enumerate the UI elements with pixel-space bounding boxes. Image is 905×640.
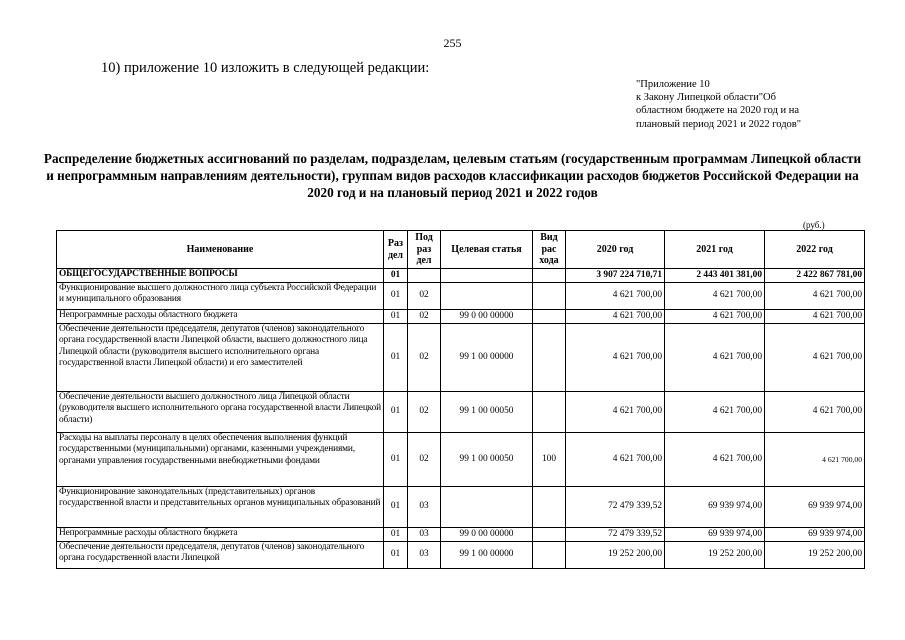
table-row [57, 283, 865, 310]
row-2022: 4 621 700,00 [765, 392, 865, 433]
row-target-article: 99 1 00 00000 [441, 324, 533, 392]
row-razdel: 01 [384, 324, 408, 392]
row-podrazdel: 02 [408, 310, 441, 324]
row-target-article: 99 0 00 00000 [441, 528, 533, 542]
row-target-article [441, 269, 533, 283]
row-2021: 2 443 401 381,00 [665, 269, 765, 283]
table-row [57, 324, 865, 392]
document-title: Распределение бюджетных ассигнований по разделам, подразделам, целевым статьям (государственным программам Липецкой области и непрограммным направлениям деятельности), группам видов расходов классификации расходов бюджетов Российской Федерации на 2020 год и на плановый период 2021 и 2022 годов [43, 151, 862, 200]
row-2022: 4 621 700,00 [765, 283, 865, 310]
row-2021: 19 252 200,00 [665, 542, 765, 569]
table-row [57, 310, 865, 324]
row-2020: 4 621 700,00 [566, 324, 665, 392]
row-2022: 69 939 974,00 [765, 528, 865, 542]
row-expense-type [533, 542, 566, 569]
row-2020: 4 621 700,00 [566, 433, 665, 487]
appendix-note-line: областном бюджете на 2020 год и на [636, 105, 800, 117]
row-target-article [441, 487, 533, 528]
row-expense-type [533, 528, 566, 542]
row-target-article: 99 1 00 00050 [441, 392, 533, 433]
row-razdel: 01 [384, 392, 408, 433]
row-podrazdel: 02 [408, 433, 441, 487]
row-2020: 4 621 700,00 [566, 310, 665, 324]
row-name: Обеспечение деятельности председателя, депутатов (членов) законодательного органа государственной власти Липецкой [57, 542, 384, 569]
row-name: ОБЩЕГОСУДАРСТВЕННЫЕ ВОПРОСЫ [57, 269, 384, 283]
budget-table [56, 230, 865, 569]
row-expense-type [533, 324, 566, 392]
row-2021: 69 939 974,00 [665, 487, 765, 528]
row-razdel: 01 [384, 310, 408, 324]
row-2021: 4 621 700,00 [665, 392, 765, 433]
row-podrazdel: 03 [408, 528, 441, 542]
appendix-note-line: к Закону Липецкой области"Об [636, 92, 776, 104]
row-name: Непрограммные расходы областного бюджета [57, 310, 384, 324]
row-razdel: 01 [384, 283, 408, 310]
row-target-article: 99 0 00 00000 [441, 310, 533, 324]
row-expense-type [533, 487, 566, 528]
row-podrazdel: 02 [408, 283, 441, 310]
header-name: Наименование [57, 231, 384, 269]
row-razdel: 01 [384, 487, 408, 528]
row-podrazdel [408, 269, 441, 283]
row-name: Функционирование высшего должностного лица субъекта Российской Федерации и муниципального образования [57, 283, 384, 310]
row-name: Обеспечение деятельности председателя, депутатов (членов) законодательного органа государственной власти Липецкой области, высшего должностного лица Липецкой области (руководителя высшего исполнительного органа государственной власти Липецкой области) и его заместителей [57, 324, 384, 392]
header-target-article: Целевая статья [441, 231, 533, 269]
row-2022: 2 422 867 781,00 [765, 269, 865, 283]
row-2020: 3 907 224 710,71 [566, 269, 665, 283]
row-expense-type [533, 283, 566, 310]
row-2022: 4 621 700,00 [765, 433, 865, 487]
units-label: (руб.) [803, 220, 825, 230]
header-2021: 2021 год [665, 231, 765, 269]
row-expense-type [533, 392, 566, 433]
appendix-note-line: плановый период 2021 и 2022 годов" [636, 118, 802, 130]
row-expense-type: 100 [533, 433, 566, 487]
row-expense-type [533, 310, 566, 324]
row-razdel: 01 [384, 433, 408, 487]
header-razdel: Раз дел [384, 231, 408, 269]
header-2022: 2022 год [765, 231, 865, 269]
table-row [57, 487, 865, 528]
table-row [57, 528, 865, 542]
table-row [57, 433, 865, 487]
row-name: Функционирование законодательных (представительных) органов государственной власти и представительных органов муниципальных образований [57, 487, 384, 528]
row-2020: 19 252 200,00 [566, 542, 665, 569]
appendix-note [636, 78, 856, 131]
row-name: Расходы на выплаты персоналу в целях обеспечения выполнения функций государственными (муниципальными) органами, казенными учреждениями, органами управления государственными внебюджетными фондами [57, 433, 384, 487]
intro-text: 10) приложение 10 изложить в следующей редакции: [101, 60, 430, 76]
row-razdel: 01 [384, 528, 408, 542]
row-podrazdel: 02 [408, 392, 441, 433]
row-2021: 69 939 974,00 [665, 528, 765, 542]
row-2021: 4 621 700,00 [665, 283, 765, 310]
header-expense-type: Вид рас хода [533, 231, 566, 269]
row-podrazdel: 03 [408, 487, 441, 528]
row-2022: 4 621 700,00 [765, 324, 865, 392]
row-2021: 4 621 700,00 [665, 310, 765, 324]
row-2021: 4 621 700,00 [665, 433, 765, 487]
row-name: Непрограммные расходы областного бюджета [57, 528, 384, 542]
row-target-article: 99 1 00 00050 [441, 433, 533, 487]
row-2020: 4 621 700,00 [566, 392, 665, 433]
table-header-row [57, 231, 865, 269]
row-name: Обеспечение деятельности высшего должностного лица Липецкой области (руководителя высшего исполнительного органа государственной власти Липецкой области) [57, 392, 384, 433]
row-razdel: 01 [384, 542, 408, 569]
table-row [57, 269, 865, 283]
row-2022: 19 252 200,00 [765, 542, 865, 569]
header-podrazdel: Под раз дел [408, 231, 441, 269]
table-row [57, 392, 865, 433]
row-2020: 72 479 339,52 [566, 487, 665, 528]
row-2022: 4 621 700,00 [765, 310, 865, 324]
header-2020: 2020 год [566, 231, 665, 269]
table-row [57, 542, 865, 569]
row-2020: 72 479 339,52 [566, 528, 665, 542]
row-podrazdel: 02 [408, 324, 441, 392]
row-2020: 4 621 700,00 [566, 283, 665, 310]
row-2022: 69 939 974,00 [765, 487, 865, 528]
row-target-article [441, 283, 533, 310]
row-target-article: 99 1 00 00000 [441, 542, 533, 569]
row-podrazdel: 03 [408, 542, 441, 569]
row-razdel: 01 [384, 269, 408, 283]
row-expense-type [533, 269, 566, 283]
appendix-note-line: "Приложение 10 [636, 79, 710, 90]
row-2021: 4 621 700,00 [665, 324, 765, 392]
page-number: 255 [443, 36, 462, 50]
